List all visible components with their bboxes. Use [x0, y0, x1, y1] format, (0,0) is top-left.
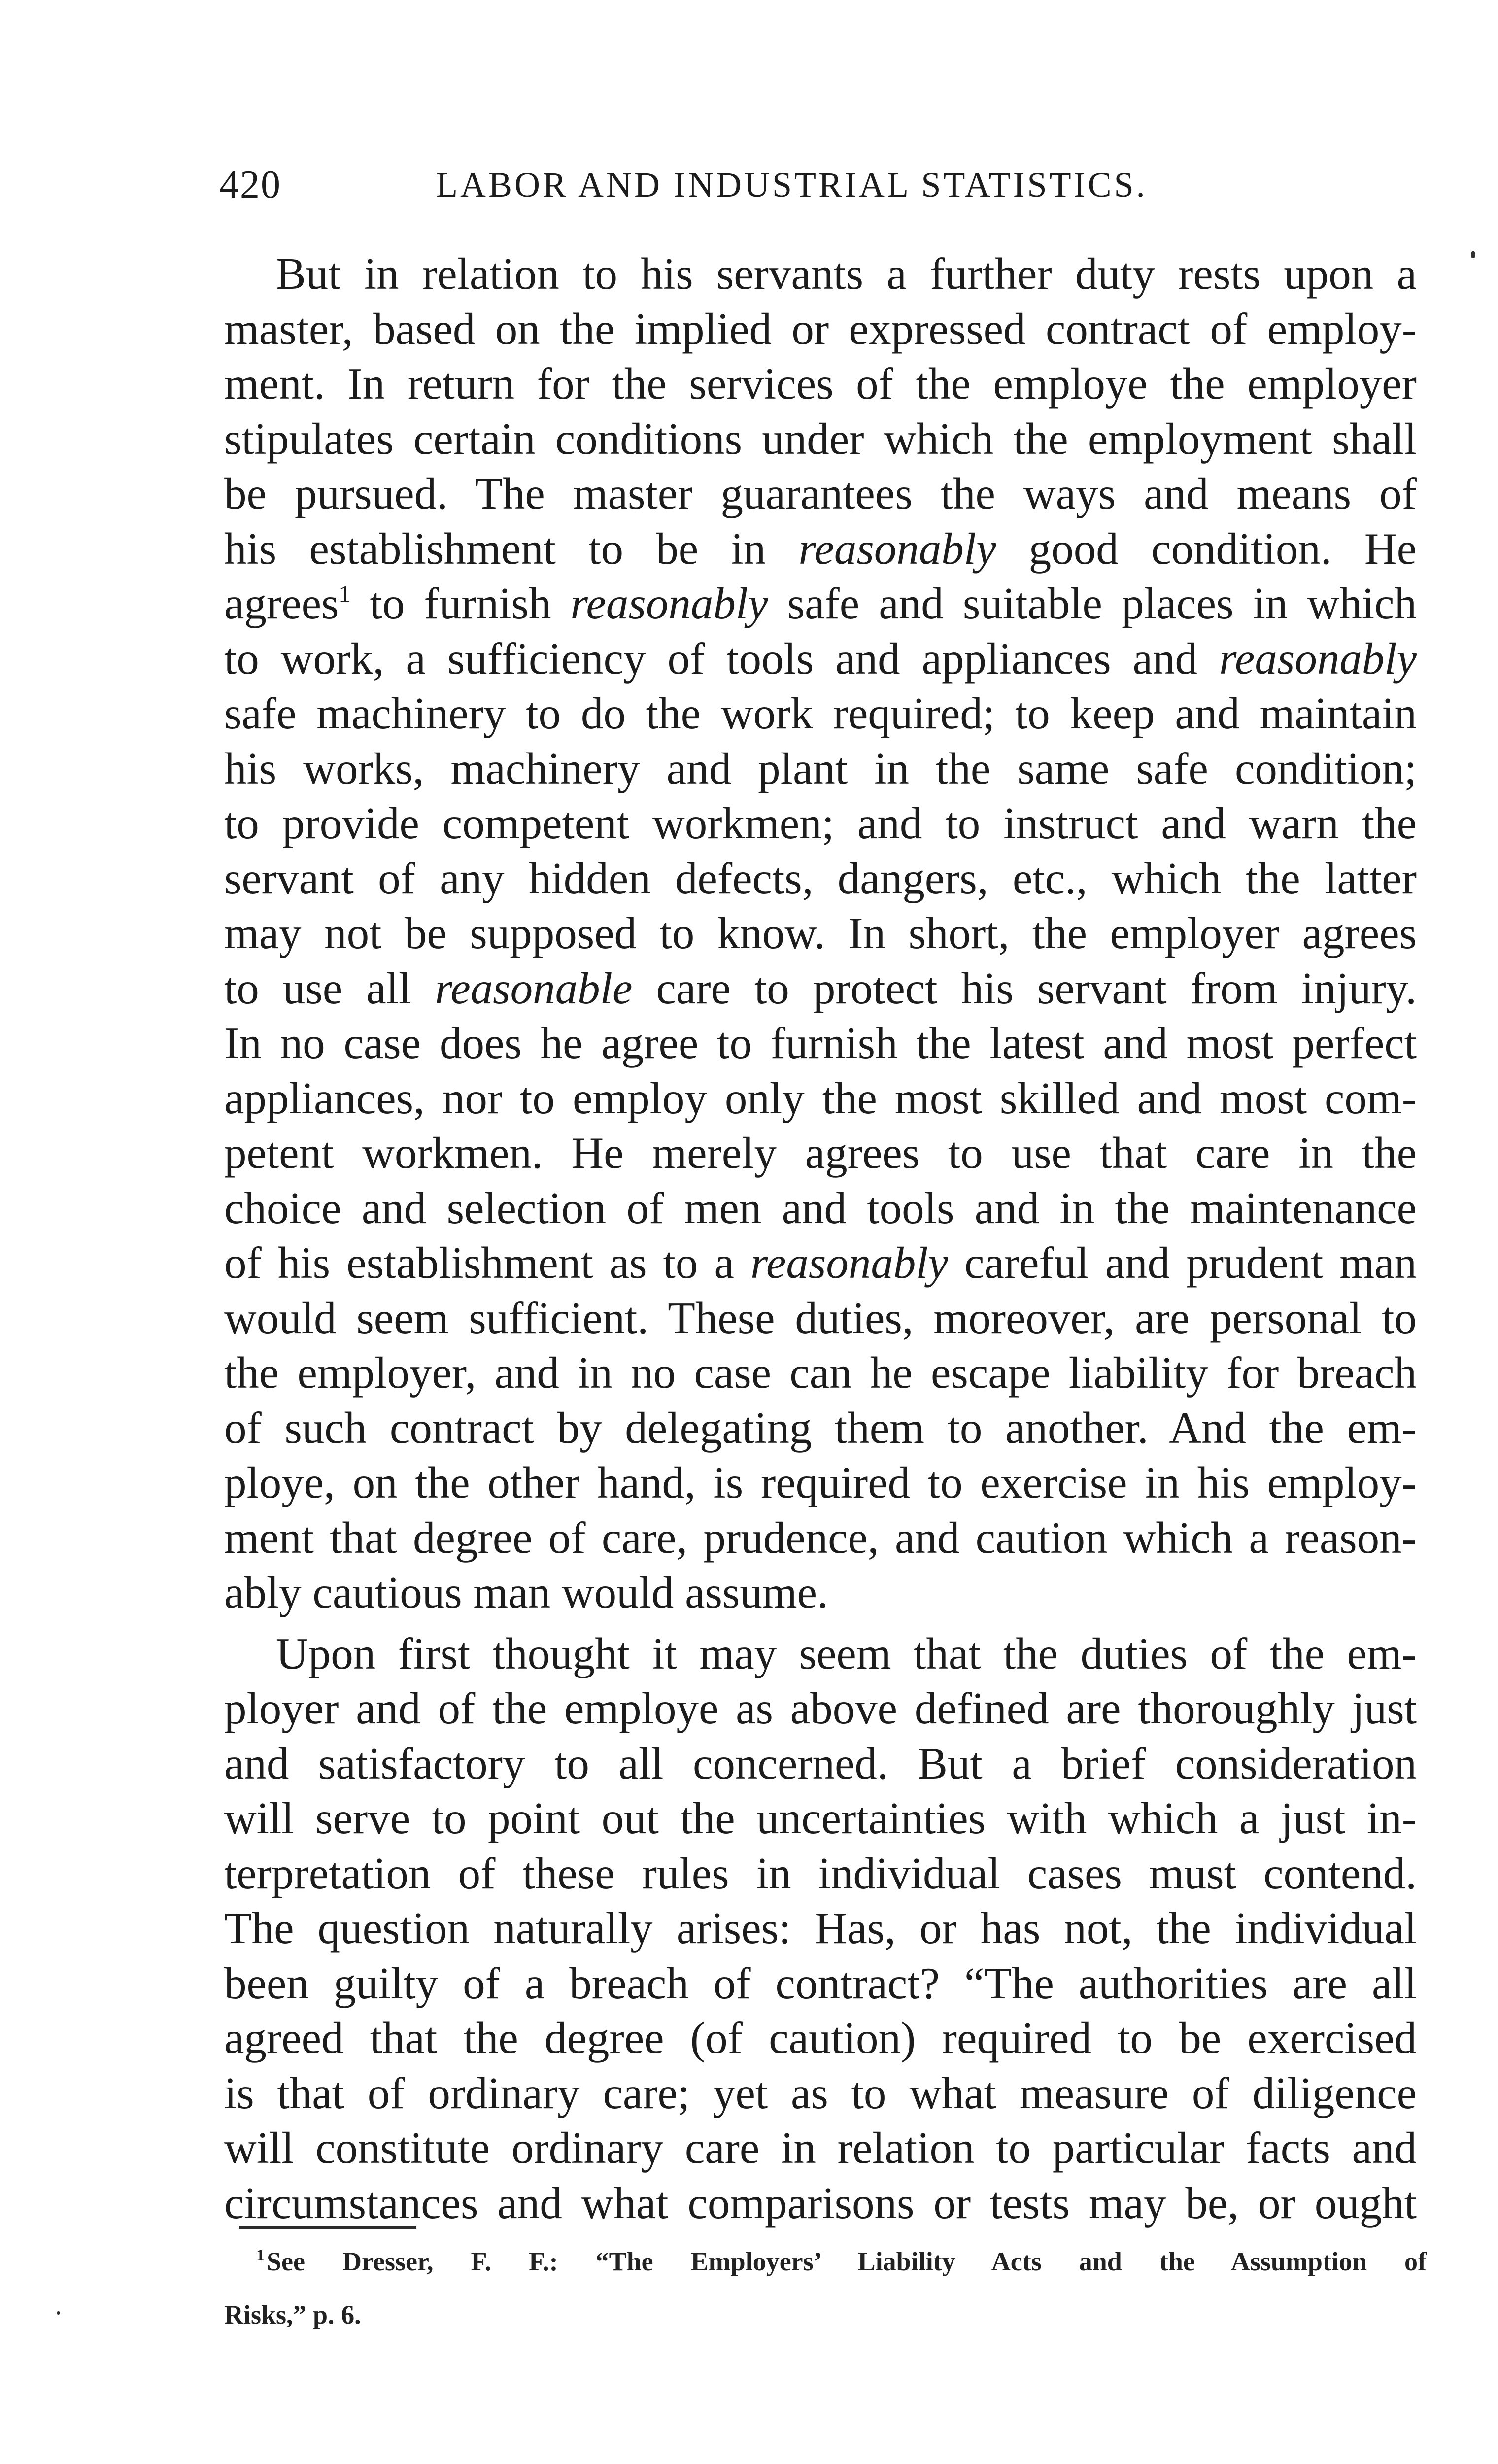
emphasis: reasonable — [435, 963, 633, 1013]
footnote-text: See Dresser, F. F.: “The Employers’ Liability Acts and the Assumption of — [267, 2247, 1427, 2276]
body-text — [224, 246, 1417, 2230]
page-header — [219, 163, 1427, 217]
print-speck — [57, 2311, 60, 2315]
text-line: master, based on the implied or expressed contract of employ- — [224, 304, 1417, 354]
text-line: and satisfactory to all concerned. But a brief consideration — [224, 1738, 1417, 1788]
text-line: appliances, nor to employ only the most skilled and most com- — [224, 1073, 1417, 1123]
paragraph — [224, 1626, 1417, 2231]
page-number: 420 — [219, 163, 281, 206]
text-line: his establishment to be in reasonably good condition. He — [224, 523, 1417, 574]
text-line: safe machinery to do the work required; to keep and maintain — [224, 688, 1417, 738]
emphasis: reasonably — [1219, 633, 1417, 684]
text-line: been guilty of a breach of contract? “The authorities are all — [224, 1958, 1417, 2008]
text-line: petent workmen. He merely agrees to use that care in the — [224, 1128, 1417, 1178]
text-line: terpretation of these rules in individual cases must contend. — [224, 1848, 1417, 1898]
text-line: of such contract by delegating them to another. And the em- — [224, 1403, 1417, 1453]
text-line: to work, a sufficiency of tools and appliances and reasonably — [224, 633, 1417, 684]
text-line: the employer, and in no case can he escape liability for breach — [224, 1348, 1417, 1398]
text-line: Upon first thought it may seem that the duties of the em- — [276, 1628, 1417, 1678]
running-head: LABOR AND INDUSTRIAL STATISTICS. — [436, 165, 1148, 205]
text-line: ploye, on the other hand, is required to exercise in his employ- — [224, 1458, 1417, 1507]
footnote-rule — [239, 2226, 416, 2229]
text-line: ployer and of the employe as above defined are thoroughly just — [224, 1683, 1417, 1733]
text-line: to provide competent workmen; and to instruct and warn the — [224, 798, 1417, 848]
text-line: to use all reasonable care to protect his servant from injury. — [224, 963, 1417, 1013]
text-line: agrees$^1$ to furnish reasonably safe and suitable places in which — [224, 579, 1417, 628]
footnote-reference: 1 — [339, 581, 351, 607]
footnote-line: Risks,” p. 6. — [224, 2300, 361, 2329]
emphasis: reasonably — [798, 523, 996, 574]
text-line: ment. In return for the services of the employe the employer — [224, 359, 1417, 409]
text-line: would seem sufficient. These duties, moreover, are personal to — [224, 1293, 1417, 1343]
text-line: will serve to point out the uncertainties with which a just in- — [224, 1793, 1417, 1843]
text-line: The question naturally arises: Has, or has not, the individual — [224, 1903, 1417, 1953]
text-line: ment that degree of care, prudence, and caution which a reason- — [224, 1512, 1417, 1563]
text-line: may not be supposed to know. In short, the employer agrees — [224, 908, 1417, 958]
text-line: ably cautious man would assume. — [224, 1568, 828, 1617]
text-line: his works, machinery and plant in the same safe condition; — [224, 743, 1417, 793]
text-line: circumstances and what comparisons or tests may be, or ought — [224, 2178, 1417, 2228]
footnote-line — [224, 2235, 1427, 2288]
text-line: choice and selection of men and tools and in the maintenance — [224, 1183, 1417, 1233]
text-line: In no case does he agree to furnish the latest and most perfect — [224, 1018, 1417, 1068]
footnote-marker: 1 — [256, 2246, 265, 2264]
print-speck — [1471, 251, 1475, 258]
text-line: of his establishment as to a reasonably careful and prudent man — [224, 1238, 1417, 1288]
emphasis: reasonably — [750, 1238, 948, 1288]
paragraph — [224, 246, 1417, 1620]
footnote — [224, 2235, 1427, 2341]
text-line: agreed that the degree (of caution) required to be exercised — [224, 2013, 1417, 2063]
emphasis: reasonably — [570, 579, 768, 628]
text-line: is that of ordinary care; yet as to what measure of diligence — [224, 2068, 1417, 2118]
text-line: will constitute ordinary care in relation to particular facts and — [224, 2123, 1417, 2173]
text-line: But in relation to his servants a further duty rests upon a — [276, 249, 1417, 299]
text-line: stipulates certain conditions under which the employment shall — [224, 413, 1417, 464]
text-line: servant of any hidden defects, dangers, etc., which the latter — [224, 853, 1417, 903]
text-line: be pursued. The master guarantees the ways and means of — [224, 469, 1417, 518]
